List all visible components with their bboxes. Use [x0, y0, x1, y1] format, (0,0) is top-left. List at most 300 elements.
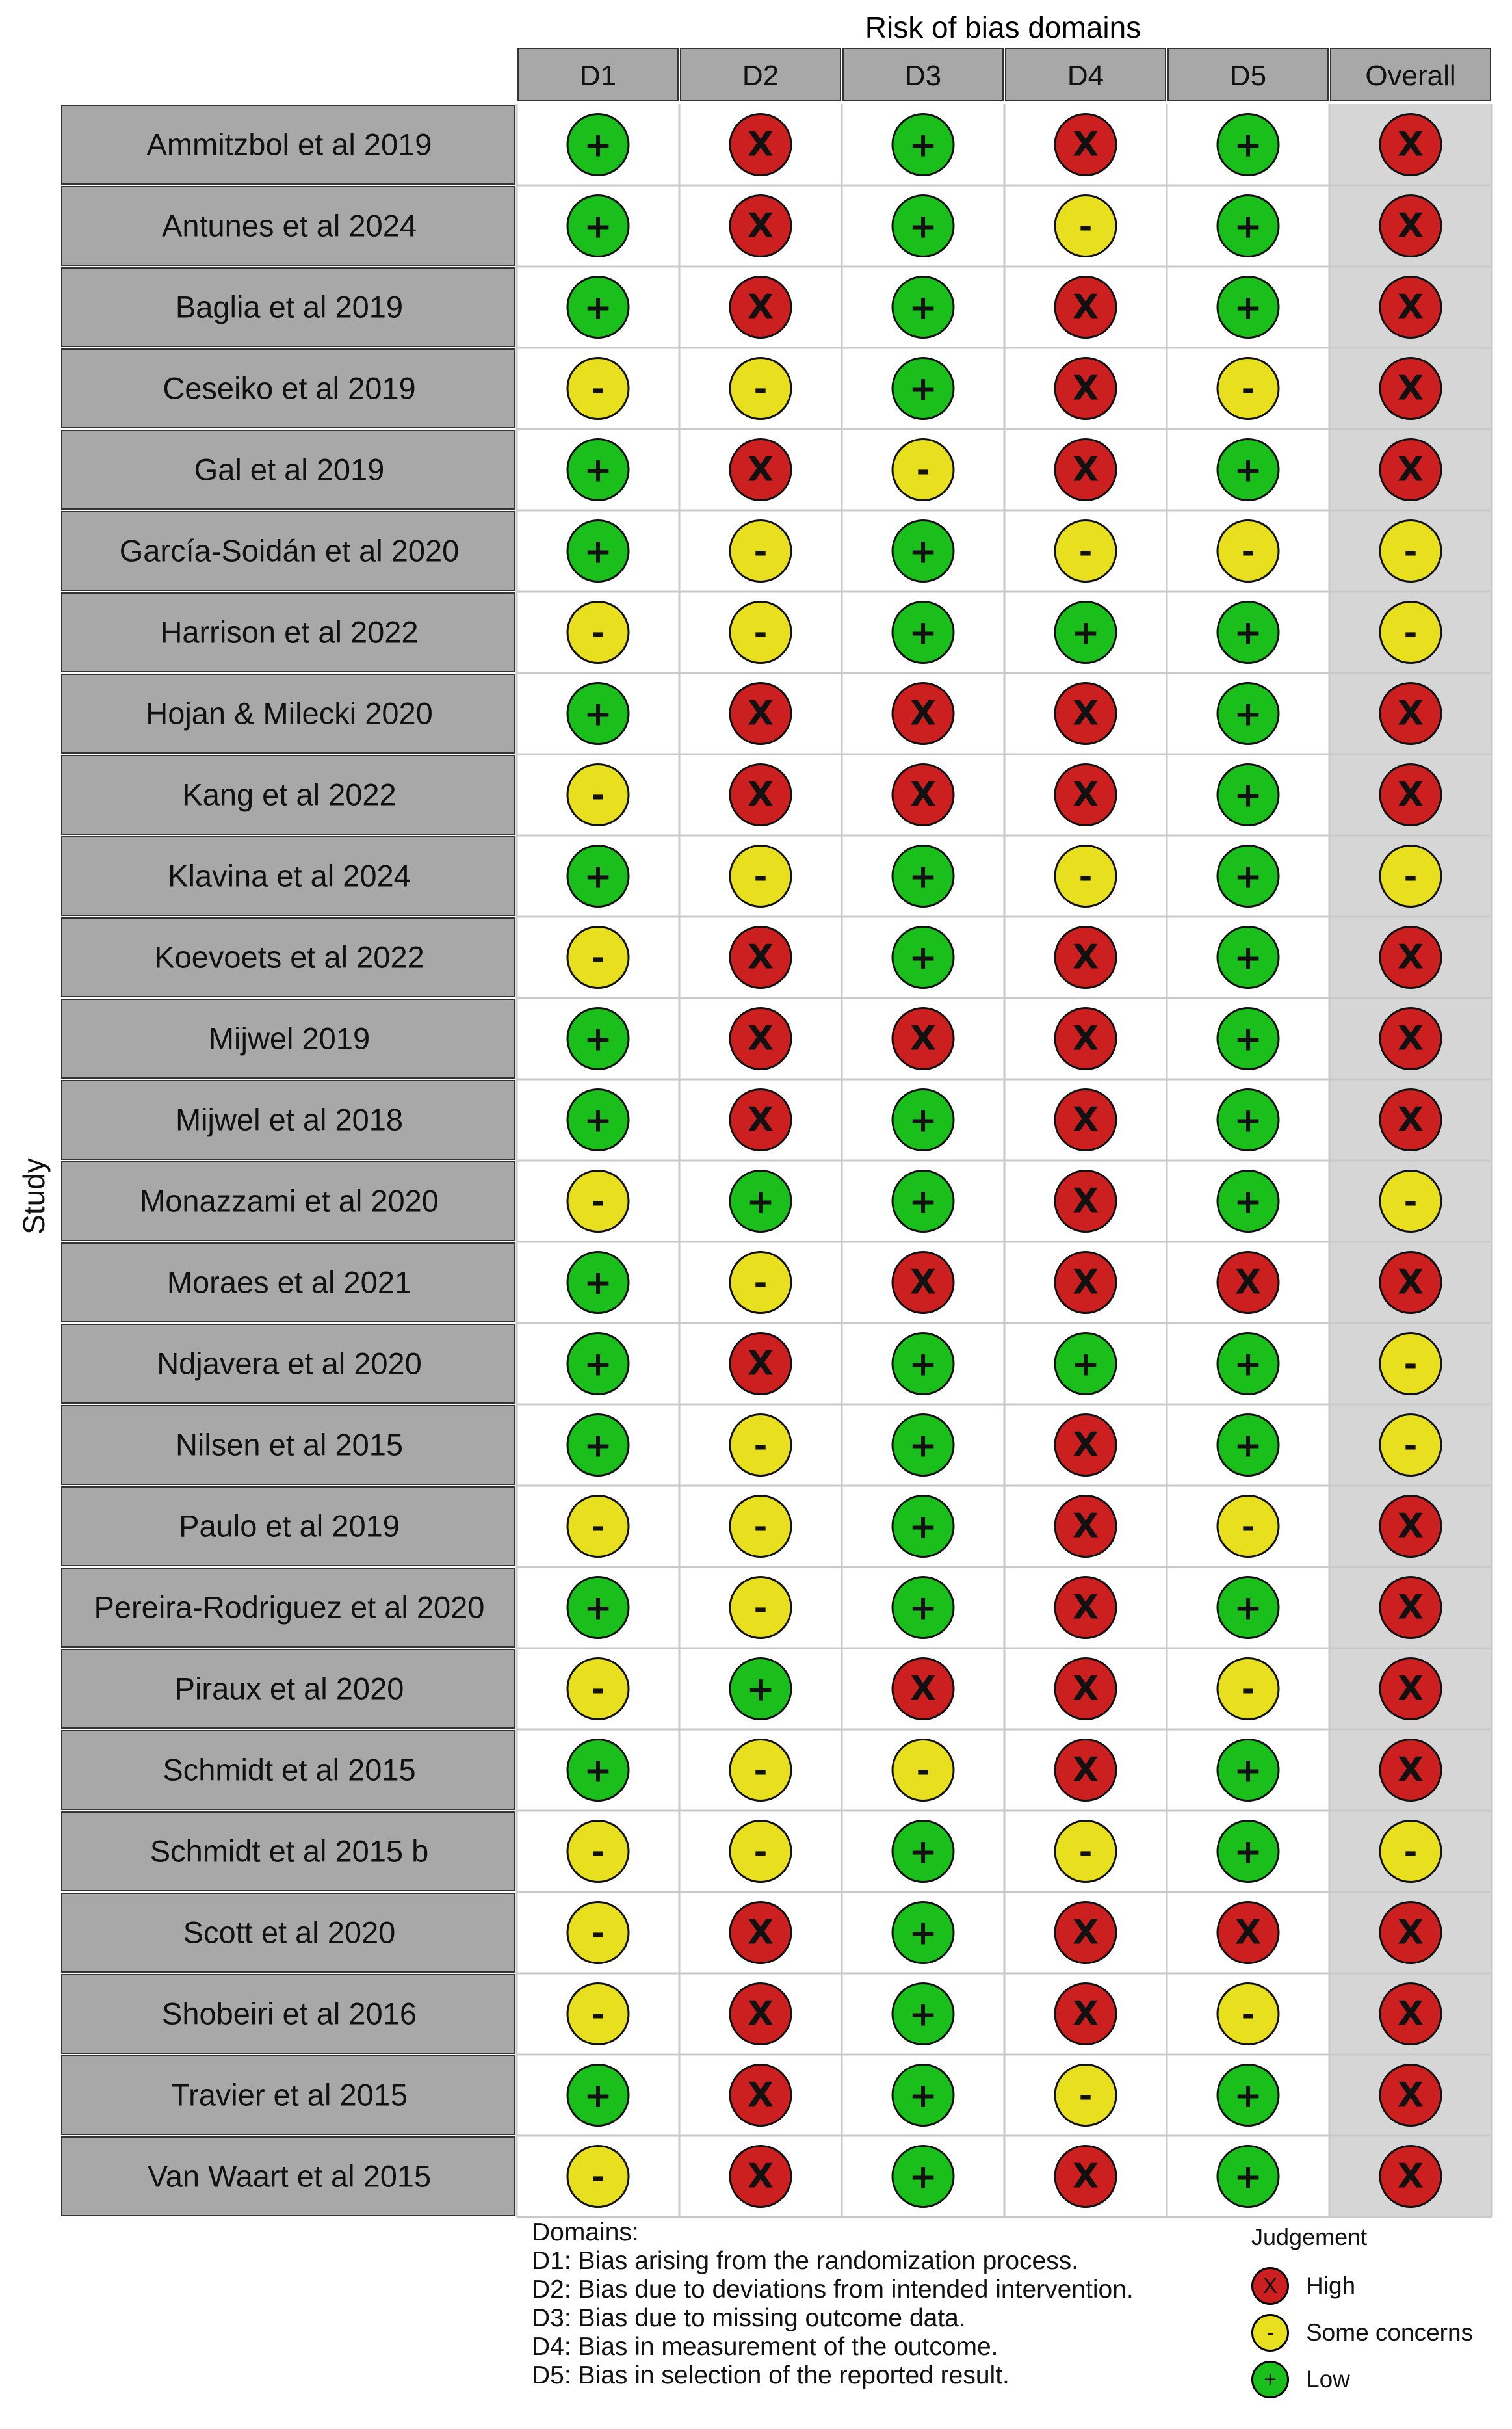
judgement-mark-high [1218, 1252, 1279, 1313]
judgement-mark-high [1055, 683, 1116, 744]
judgement-symbol: X [909, 694, 937, 733]
judgement-symbol: - [591, 776, 605, 815]
judgement-mark-high [730, 1984, 791, 2045]
legend-label-low: Low [1306, 2366, 1350, 2393]
column-header-label-d4: D4 [1067, 60, 1104, 92]
judgement-mark-low [893, 1902, 954, 1963]
judgement-mark-high [1055, 1090, 1116, 1151]
judgement-mark-some [1055, 521, 1116, 582]
judgement-symbol: + [1234, 207, 1262, 246]
judgement-symbol: X [1397, 206, 1424, 246]
study-name-label: Ammitzbol et al 2019 [146, 127, 432, 162]
judgement-symbol: - [1403, 1183, 1418, 1221]
judgement-mark-low [567, 1415, 629, 1476]
judgement-symbol: X [1072, 1263, 1099, 1302]
judgement-legend-title: Judgement [1251, 2224, 1368, 2250]
judgement-symbol: - [1241, 1508, 1255, 1546]
judgement-mark-some [567, 602, 629, 663]
judgement-symbol: - [591, 370, 605, 408]
judgement-symbol: + [1234, 1426, 1262, 1465]
judgement-symbol: X [1072, 1425, 1099, 1465]
judgement-mark-some [1380, 1171, 1441, 1232]
judgement-mark-high [1055, 1252, 1116, 1313]
judgement-mark-high [1055, 1415, 1116, 1476]
judgement-symbol: - [1403, 1833, 1418, 1871]
judgement-symbol: X [1072, 450, 1099, 490]
judgement-mark-low [893, 927, 954, 988]
judgement-mark-high [893, 1252, 954, 1313]
chart-title: Risk of bias domains [865, 10, 1141, 44]
domains-legend [532, 2218, 1134, 2390]
judgement-mark-low [893, 1496, 954, 1557]
study-name-label: Kang et al 2022 [182, 777, 397, 812]
judgement-mark-high [730, 440, 791, 501]
judgement-mark-low [1218, 277, 1279, 338]
judgement-symbol: - [1078, 207, 1093, 246]
judgement-mark-some [730, 1821, 791, 1882]
judgement-symbol: + [584, 694, 612, 734]
domains-legend-title: Domains: [532, 2218, 639, 2246]
judgement-mark-high [730, 1090, 791, 1151]
judgement-mark-some [1218, 1496, 1279, 1557]
judgement-mark-high [1380, 1496, 1441, 1557]
judgement-symbol: X [1072, 938, 1099, 977]
judgement-mark-low [567, 1252, 629, 1313]
judgement-symbol: X [1397, 450, 1424, 490]
judgement-symbol: X [909, 1669, 937, 1709]
column-header-label-d2: D2 [742, 60, 779, 92]
judgement-symbol: X [1397, 1506, 1424, 1546]
judgement-mark-high [1055, 1902, 1116, 1963]
judgement-symbol: + [584, 1426, 612, 1465]
judgement-symbol: X [747, 938, 774, 977]
judgement-mark-some [1218, 1984, 1279, 2045]
study-name-label: Shobeiri et al 2016 [162, 1996, 417, 2031]
judgement-symbol: - [916, 451, 930, 490]
judgement-mark-some [730, 846, 791, 907]
judgement-mark-some [1055, 196, 1116, 257]
judgement-mark-low [730, 1171, 791, 1232]
judgement-mark-low [893, 2146, 954, 2207]
judgement-mark-some [567, 1821, 629, 1882]
judgement-mark-some [1380, 602, 1441, 663]
judgement-mark-low [1218, 765, 1279, 826]
judgement-symbol: + [1234, 1751, 1262, 1791]
judgement-mark-some [567, 2146, 629, 2207]
judgement-mark-high [1380, 1902, 1441, 1963]
judgement-symbol: X [747, 2157, 774, 2196]
judgement-mark-some [567, 1902, 629, 1963]
judgement-symbol: X [747, 1913, 774, 1952]
judgement-mark-high [1380, 1984, 1441, 2045]
judgement-symbol: + [1234, 1345, 1262, 1384]
judgement-mark-high [1380, 1008, 1441, 1070]
judgement-mark-high [893, 1659, 954, 1720]
judgement-mark-high [1055, 440, 1116, 501]
judgement-mark-some [730, 1252, 791, 1313]
judgement-symbol: X [747, 775, 774, 815]
judgement-mark-some [893, 1740, 954, 1801]
judgement-legend [1251, 2224, 1498, 2403]
judgement-mark-low [893, 602, 954, 663]
judgement-mark-low [1218, 1090, 1279, 1151]
judgement-mark-low [567, 1333, 629, 1395]
judgement-symbol: X [1072, 1913, 1099, 1952]
judgement-mark-high [1055, 927, 1116, 988]
judgement-mark-some [730, 1415, 791, 1476]
judgement-symbol: X [1397, 1669, 1424, 1709]
study-name-label: Gal et al 2019 [194, 452, 385, 487]
judgement-mark-low [1218, 1740, 1279, 1801]
judgement-mark-high [730, 1902, 791, 1963]
judgement-mark-low [567, 1577, 629, 1638]
judgement-symbol: - [1403, 532, 1418, 571]
judgement-symbol: X [1397, 1100, 1424, 1140]
judgement-mark-low [893, 1821, 954, 1882]
judgement-symbol: + [1234, 1182, 1262, 1222]
judgement-symbol: X [1072, 1181, 1099, 1221]
judgement-symbol: + [909, 2157, 937, 2197]
judgement-mark-some [1380, 1415, 1441, 1476]
study-name-label: Ceseiko et al 2019 [163, 371, 416, 406]
judgement-mark-high [730, 2146, 791, 2207]
judgement-symbol: - [591, 1833, 605, 1871]
judgement-symbol: X [1397, 775, 1424, 815]
judgement-mark-high [1380, 114, 1441, 176]
judgement-mark-low [567, 196, 629, 257]
judgement-mark-some [1380, 846, 1441, 907]
judgement-symbol: X [1397, 125, 1424, 164]
judgement-symbol: X [1397, 1019, 1424, 1058]
judgement-mark-high [1380, 2146, 1441, 2207]
judgement-symbol: + [584, 1751, 612, 1791]
judgement-symbol: + [584, 288, 612, 328]
judgement-mark-high [730, 1333, 791, 1395]
judgement-mark-some [730, 1577, 791, 1638]
judgement-mark-low [893, 2065, 954, 2126]
judgement-symbol: + [1071, 1345, 1100, 1384]
legend-item-high [1251, 2263, 1498, 2309]
column-header-label-overall: Overall [1365, 60, 1456, 92]
judgement-symbol: - [1241, 370, 1255, 408]
study-name-label: Koevoets et al 2022 [154, 939, 424, 975]
judgement-symbol: X [1072, 2157, 1099, 2196]
judgement-symbol: + [909, 1182, 937, 1222]
judgement-symbol: X [1072, 287, 1099, 327]
judgement-mark-high [893, 683, 954, 744]
judgement-symbol: X [1397, 1588, 1424, 1627]
judgement-symbol: - [1403, 858, 1418, 896]
judgement-mark-high [1380, 1252, 1441, 1313]
judgement-symbol: + [584, 1345, 612, 1384]
judgement-symbol: + [1071, 613, 1100, 653]
study-name-label: Ndjavera et al 2020 [157, 1346, 422, 1381]
judgement-symbol: + [1234, 857, 1262, 897]
judgement-symbol: X [1397, 369, 1424, 408]
judgement-symbol: + [746, 1182, 775, 1222]
judgement-symbol: - [591, 614, 605, 652]
judgement-symbol: + [909, 2076, 937, 2116]
judgement-symbol: X [1072, 1994, 1099, 2034]
judgement-symbol: X [747, 125, 774, 164]
judgement-mark-low [893, 114, 954, 176]
judgement-mark-some [1055, 1821, 1116, 1882]
high-risk-icon: X [1251, 2267, 1289, 2305]
judgement-mark-high [1218, 1902, 1279, 1963]
judgement-mark-low [730, 1659, 791, 1720]
judgement-mark-some [893, 440, 954, 501]
judgement-mark-high [1380, 765, 1441, 826]
judgement-symbol: X [1072, 1100, 1099, 1140]
judgement-symbol: - [1241, 1995, 1255, 2034]
legend-label-some-concerns: Some concerns [1306, 2319, 1474, 2346]
judgement-symbol: X [1397, 1994, 1424, 2034]
judgement-mark-some [567, 927, 629, 988]
judgement-symbol: - [591, 1914, 605, 1952]
judgement-symbol: - [753, 370, 768, 408]
judgement-symbol: X [747, 206, 774, 246]
judgement-symbol: - [753, 1752, 768, 1790]
judgement-mark-high [1380, 1090, 1441, 1151]
judgement-mark-high [730, 927, 791, 988]
judgement-symbol: + [1234, 288, 1262, 328]
judgement-mark-low [1218, 846, 1279, 907]
study-name-label: Pereira-Rodriguez et al 2020 [94, 1590, 485, 1625]
judgement-mark-high [730, 765, 791, 826]
judgement-mark-some [1380, 1821, 1441, 1882]
judgement-symbol: - [591, 1183, 605, 1221]
judgement-mark-some [730, 521, 791, 582]
judgement-mark-low [567, 440, 629, 501]
judgement-mark-high [1055, 114, 1116, 176]
study-name-label: Hojan & Milecki 2020 [146, 696, 433, 731]
judgement-mark-low [893, 196, 954, 257]
judgement-mark-low [1055, 1333, 1116, 1395]
judgement-symbol: + [1234, 1588, 1262, 1628]
judgement-mark-high [1055, 2146, 1116, 2207]
judgement-symbol: X [909, 775, 937, 815]
judgement-mark-some [567, 765, 629, 826]
legend-label-high: High [1306, 2272, 1356, 2299]
judgement-symbol: + [584, 2076, 612, 2116]
judgement-mark-high [1380, 1659, 1441, 1720]
judgement-mark-some [567, 1171, 629, 1232]
judgement-symbol: X [1072, 369, 1099, 408]
judgement-symbol: - [1078, 2077, 1093, 2115]
judgement-symbol: + [909, 288, 937, 328]
judgement-symbol: X [747, 1019, 774, 1058]
judgement-symbol: - [591, 2158, 605, 2196]
judgement-symbol: + [584, 857, 612, 897]
judgement-symbol: X [1072, 1669, 1099, 1709]
judgement-symbol: + [909, 1832, 937, 1872]
judgement-mark-high [1380, 196, 1441, 257]
judgement-symbol: - [591, 1995, 605, 2034]
study-name-label: Antunes et al 2024 [162, 208, 417, 243]
study-name-label: Mijwel et al 2018 [175, 1102, 404, 1137]
judgement-mark-low [567, 1008, 629, 1070]
judgement-mark-low [1218, 1171, 1279, 1232]
judgement-symbol: X [909, 1263, 937, 1302]
judgement-symbol: + [909, 1588, 937, 1628]
judgement-symbol: - [753, 614, 768, 652]
judgement-symbol: X [909, 1019, 937, 1058]
judgement-symbol: + [584, 125, 612, 165]
judgement-mark-low [1218, 1415, 1279, 1476]
low-risk-icon: + [1251, 2361, 1289, 2398]
judgement-symbol: - [1403, 1426, 1418, 1465]
study-name-label: Piraux et al 2020 [174, 1671, 404, 1706]
judgement-mark-high [1380, 927, 1441, 988]
legend-item-some-concerns [1251, 2309, 1498, 2356]
judgement-mark-high [1380, 683, 1441, 744]
judgement-mark-high [1380, 277, 1441, 338]
judgement-mark-high [1055, 1577, 1116, 1638]
judgement-mark-some [1218, 358, 1279, 419]
judgement-mark-low [567, 521, 629, 582]
judgement-symbol: - [1241, 532, 1255, 571]
judgement-symbol: + [909, 1101, 937, 1140]
legend-item-low [1251, 2356, 1498, 2403]
judgement-mark-low [893, 1171, 954, 1232]
judgement-mark-low [893, 1090, 954, 1151]
judgement-symbol: X [1397, 938, 1424, 977]
judgement-mark-some [1218, 1659, 1279, 1720]
study-name-label: García-Soidán et al 2020 [119, 533, 460, 568]
judgement-symbol: + [1234, 125, 1262, 165]
judgement-symbol: X [1397, 694, 1424, 733]
judgement-symbol: + [1234, 1101, 1262, 1140]
study-name-label: Nilsen et al 2015 [175, 1427, 404, 1462]
judgement-mark-low [893, 1333, 954, 1395]
judgement-mark-high [1380, 358, 1441, 419]
judgement-mark-high [1055, 1659, 1116, 1720]
judgement-mark-some [567, 358, 629, 419]
study-name-label: Travier et al 2015 [171, 2077, 408, 2112]
judgement-symbol: - [1078, 858, 1093, 896]
judgement-symbol: - [753, 532, 768, 571]
judgement-symbol: + [584, 1263, 612, 1303]
judgement-symbol: + [909, 1995, 937, 2034]
judgement-mark-some [1380, 1333, 1441, 1395]
judgement-symbol: + [1234, 776, 1262, 815]
judgement-symbol: X [1072, 1506, 1099, 1546]
judgement-symbol: X [1072, 1019, 1099, 1058]
judgement-symbol: + [1234, 451, 1262, 490]
judgement-symbol: + [1234, 2157, 1262, 2197]
judgement-mark-high [1055, 765, 1116, 826]
judgement-symbol: + [584, 1101, 612, 1140]
judgement-symbol: + [1234, 1019, 1262, 1059]
judgement-symbol: + [909, 938, 937, 978]
judgement-symbol: X [747, 1994, 774, 2034]
column-header-label-d3: D3 [904, 60, 942, 92]
judgement-symbol: - [591, 939, 605, 977]
judgement-mark-high [730, 2065, 791, 2126]
domain-d1-description: D1: Bias arising from the randomization process. [532, 2247, 1079, 2275]
judgement-symbol: + [1234, 938, 1262, 978]
judgement-symbol: - [1403, 1345, 1418, 1384]
some-concerns-icon: - [1251, 2314, 1289, 2352]
judgement-symbol: X [1397, 2157, 1424, 2196]
column-header-label-d1: D1 [579, 60, 617, 92]
judgement-symbol: - [753, 1264, 768, 1302]
judgement-symbol: + [584, 207, 612, 246]
judgement-mark-high [1380, 2065, 1441, 2126]
judgement-mark-low [567, 114, 629, 176]
judgement-symbol: + [909, 1345, 937, 1384]
judgement-mark-high [1380, 1577, 1441, 1638]
judgement-mark-low [1218, 1333, 1279, 1395]
judgement-symbol: X [1072, 125, 1099, 164]
judgement-symbol: X [747, 1100, 774, 1140]
judgement-symbol: - [1078, 532, 1093, 571]
judgement-symbol: - [753, 858, 768, 896]
judgement-symbol: - [591, 1670, 605, 1709]
judgement-mark-high [730, 683, 791, 744]
judgement-mark-low [1218, 1821, 1279, 1882]
judgement-mark-low [893, 846, 954, 907]
judgement-symbol: X [1397, 2075, 1424, 2115]
judgement-symbol: X [1397, 287, 1424, 327]
judgement-mark-high [730, 1008, 791, 1070]
judgement-symbol: X [747, 2075, 774, 2115]
judgement-mark-low [567, 846, 629, 907]
judgement-mark-high [1055, 277, 1116, 338]
judgement-symbol: + [909, 369, 937, 409]
judgement-symbol: X [1234, 1263, 1262, 1302]
judgement-mark-some [1055, 2065, 1116, 2126]
judgement-mark-low [567, 1740, 629, 1801]
judgement-symbol: + [909, 125, 937, 165]
judgement-symbol: X [1072, 1750, 1099, 1790]
judgement-symbol: + [909, 613, 937, 653]
judgement-symbol: + [909, 1913, 937, 1953]
judgement-symbol: + [1234, 613, 1262, 653]
judgement-mark-low [893, 1415, 954, 1476]
judgement-mark-low [1218, 1008, 1279, 1070]
study-name-label: Schmidt et al 2015 [163, 1752, 416, 1787]
judgement-symbol: + [909, 1426, 937, 1465]
judgement-mark-some [1218, 521, 1279, 582]
judgement-symbol: X [747, 287, 774, 327]
judgement-symbol: X [747, 694, 774, 733]
judgement-mark-some [567, 1496, 629, 1557]
judgement-symbol: - [1078, 1833, 1093, 1871]
judgement-mark-low [893, 1984, 954, 2045]
domain-d3-description: D3: Bias due to missing outcome data. [532, 2304, 966, 2332]
judgement-mark-low [567, 277, 629, 338]
study-name-label: Paulo et al 2019 [179, 1508, 400, 1543]
study-name-label: Klavina et al 2024 [168, 858, 411, 893]
domain-d4-description: D4: Bias in measurement of the outcome. [532, 2333, 998, 2361]
judgement-mark-low [1218, 2065, 1279, 2126]
column-header-label-d5: D5 [1229, 60, 1267, 92]
judgement-mark-low [1218, 683, 1279, 744]
judgement-mark-some [730, 358, 791, 419]
judgement-symbol: - [753, 1426, 768, 1465]
judgement-mark-low [1218, 602, 1279, 663]
study-name-label: Mijwel 2019 [208, 1021, 371, 1056]
judgement-symbol: + [1234, 1832, 1262, 1872]
study-name-label: Van Waart et al 2015 [147, 2159, 432, 2194]
judgement-mark-high [1055, 1496, 1116, 1557]
judgement-mark-low [1218, 1577, 1279, 1638]
judgement-mark-some [1380, 521, 1441, 582]
judgement-mark-high [893, 765, 954, 826]
judgement-mark-low [567, 683, 629, 744]
judgement-mark-high [1055, 1008, 1116, 1070]
